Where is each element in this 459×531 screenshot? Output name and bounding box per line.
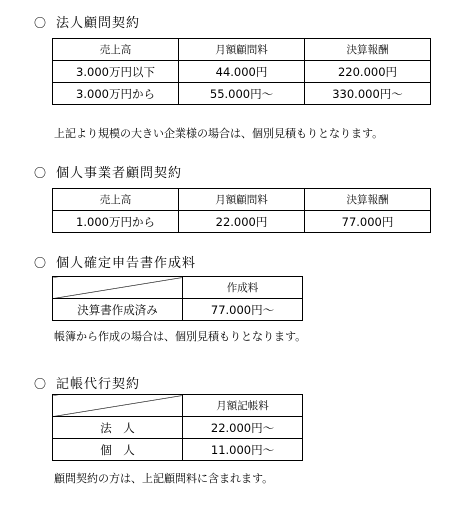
section-title-bookkeeping xyxy=(34,373,140,392)
header-settlement-fee: 決算報酬 xyxy=(305,189,431,211)
cell-settlement-fee: 77.000円 xyxy=(305,211,431,233)
cell-sales: 1.000万円から xyxy=(53,211,179,233)
sole-proprietor-table xyxy=(52,188,431,233)
section-title-sole-proprietor-advisory xyxy=(34,162,182,181)
cell-settlement-fee: 330.000円～ xyxy=(305,83,431,105)
cell-label: 決算書作成済み xyxy=(53,299,183,321)
cell-fee: 22.000円～ xyxy=(183,417,303,439)
diagonal-corner-cell xyxy=(53,395,183,417)
header-settlement-fee: 決算報酬 xyxy=(305,39,431,61)
header-monthly-bookkeeping-fee: 月額記帳料 xyxy=(183,395,303,417)
corporate-advisory-table xyxy=(52,38,431,105)
table-row xyxy=(53,299,303,321)
cell-sales: 3.000万円以下 xyxy=(53,61,179,83)
table-header-row xyxy=(53,189,431,211)
circle-bullet-icon: 〇 xyxy=(34,16,48,30)
corporate-advisory-note: 上記より規模の大きい企業様の場合は、個別見積もりとなります。 xyxy=(54,127,384,140)
circle-bullet-icon: 〇 xyxy=(34,377,48,391)
bookkeeping-note: 顧問契約の方は、上記顧問料に含まれます。 xyxy=(54,472,274,485)
header-sales: 売上高 xyxy=(53,189,179,211)
table-header-row xyxy=(53,39,431,61)
table-header-row xyxy=(53,395,303,417)
cell-label: 法 人 xyxy=(53,417,183,439)
section-title-text: 個人確定申告書作成料 xyxy=(56,256,197,271)
table-row xyxy=(53,439,303,461)
circle-bullet-icon: 〇 xyxy=(34,166,48,180)
header-preparation-fee: 作成料 xyxy=(183,277,303,299)
bookkeeping-table xyxy=(52,394,303,461)
section-title-tax-return-preparation xyxy=(34,252,196,271)
diagonal-corner-cell xyxy=(53,277,183,299)
table-row xyxy=(53,83,431,105)
cell-monthly-fee: 22.000円 xyxy=(179,211,305,233)
table-row xyxy=(53,211,431,233)
header-sales: 売上高 xyxy=(53,39,179,61)
header-monthly-fee: 月額顧問料 xyxy=(179,189,305,211)
header-monthly-fee: 月額顧問料 xyxy=(179,39,305,61)
section-title-text: 個人事業者顧問契約 xyxy=(56,166,183,181)
section-title-text: 記帳代行契約 xyxy=(56,377,141,392)
cell-fee: 11.000円～ xyxy=(183,439,303,461)
tax-return-table xyxy=(52,276,303,321)
table-row xyxy=(53,417,303,439)
cell-label: 個 人 xyxy=(53,439,183,461)
cell-sales: 3.000万円から xyxy=(53,83,179,105)
table-header-row xyxy=(53,277,303,299)
cell-fee: 77.000円～ xyxy=(183,299,303,321)
section-title-text: 法人顧問契約 xyxy=(56,16,141,31)
table-row xyxy=(53,61,431,83)
cell-monthly-fee: 44.000円 xyxy=(179,61,305,83)
section-title-corporate-advisory xyxy=(34,12,140,31)
circle-bullet-icon: 〇 xyxy=(34,256,48,270)
tax-return-note: 帳簿から作成の場合は、個別見積もりとなります。 xyxy=(54,330,307,343)
cell-settlement-fee: 220.000円 xyxy=(305,61,431,83)
cell-monthly-fee: 55.000円～ xyxy=(179,83,305,105)
